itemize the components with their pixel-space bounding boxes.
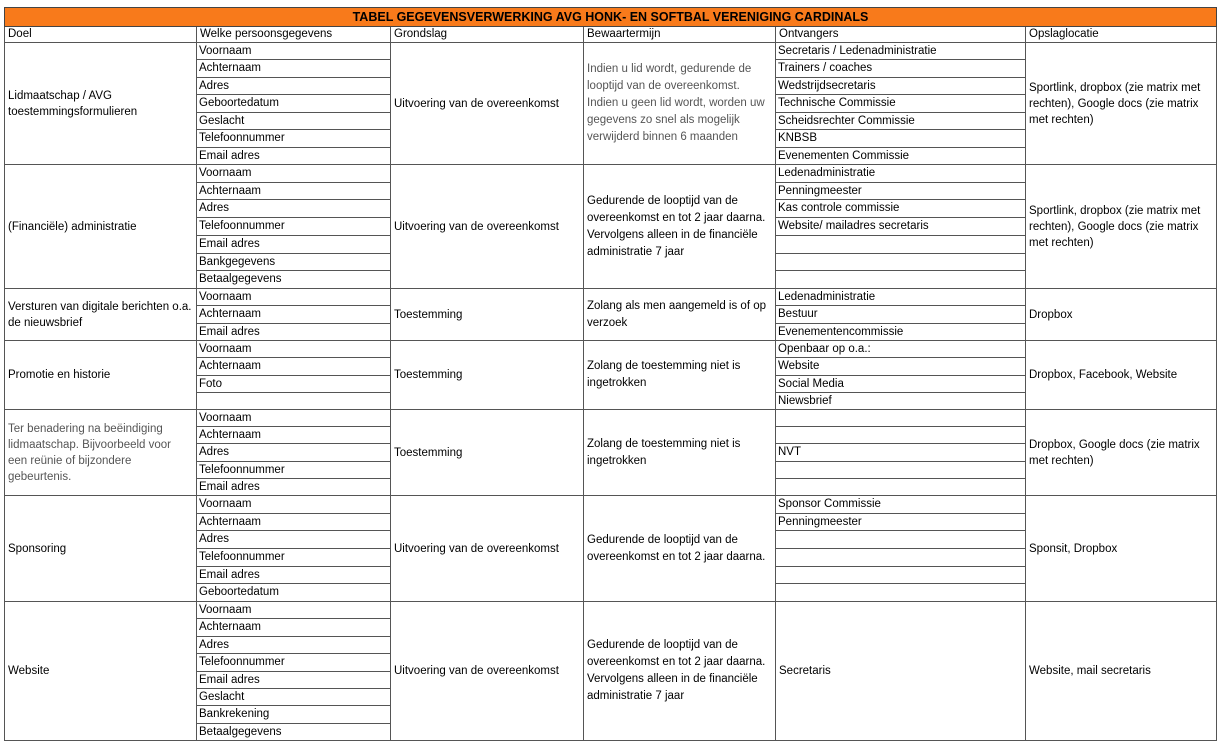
grondslag-cell: Toestemming (391, 289, 584, 341)
ontvanger-item (776, 410, 1026, 427)
gegeven-item: Voornaam (197, 496, 391, 514)
ontvanger-item (776, 531, 1026, 549)
opslag-cell: Dropbox, Facebook, Website (1026, 341, 1217, 410)
gegeven-item: Adres (197, 78, 391, 95)
grondslag-cell: Toestemming (391, 410, 584, 496)
opslag-cell: Dropbox, Google docs (zie matrix met rechten) (1026, 410, 1217, 496)
ontvanger-item: Niewsbrief (776, 393, 1026, 410)
ontvanger-item: KNBSB (776, 130, 1026, 147)
gegeven-item: Adres (197, 200, 391, 218)
gegeven-item: Telefoonnummer (197, 654, 391, 671)
ontvanger-item: Penningmeester (776, 514, 1026, 532)
opslag-cell: Dropbox (1026, 289, 1217, 341)
ontvanger-item: Openbaar op o.a.: (776, 341, 1026, 358)
gegeven-item: Geboortedatum (197, 584, 391, 602)
gegeven-item: Foto (197, 376, 391, 393)
gegeven-item: Geslacht (197, 689, 391, 706)
ontvanger-item: Website/ mailadres secretaris (776, 218, 1026, 236)
doel-cell: Website (4, 602, 197, 741)
ontvanger-item (776, 271, 1026, 289)
grondslag-cell: Uitvoering van de overeenkomst (391, 602, 584, 741)
header-gegevens: Welke persoonsgegevens (197, 27, 391, 43)
bewaartermijn-cell: Gedurende de looptijd van de overeenkomst en tot 2 jaar daarna. (584, 496, 776, 602)
gegeven-item: Voornaam (197, 341, 391, 358)
bewaartermijn-cell: Zolang de toestemming niet is ingetrokken (584, 341, 776, 410)
ontvanger-item (776, 462, 1026, 479)
ontvanger-item: Website (776, 358, 1026, 375)
gegeven-item: Geslacht (197, 113, 391, 130)
ontvanger-item: Kas controle commissie (776, 200, 1026, 218)
grondslag-cell: Toestemming (391, 341, 584, 410)
opslag-cell: Sportlink, dropbox (zie matrix met rechten), Google docs (zie matrix met rechten) (1026, 43, 1217, 165)
gegeven-item: Achternaam (197, 619, 391, 636)
doel-cell: Lidmaatschap / AVG toestemmingsformulieren (4, 43, 197, 165)
gegeven-item: Voornaam (197, 410, 391, 427)
ontvanger-item: Sponsor Commissie (776, 496, 1026, 514)
gegeven-item: Voornaam (197, 289, 391, 306)
gegeven-item: Telefoonnummer (197, 549, 391, 567)
opslag-cell: Sportlink, dropbox (zie matrix met rechten), Google docs (zie matrix met rechten) (1026, 165, 1217, 289)
grondslag-cell: Uitvoering van de overeenkomst (391, 165, 584, 289)
gegeven-item: Telefoonnummer (197, 462, 391, 479)
ontvanger-item (776, 549, 1026, 567)
grondslag-cell: Uitvoering van de overeenkomst (391, 496, 584, 602)
ontvanger-item: Ledenadministratie (776, 165, 1026, 183)
bewaartermijn-cell: Gedurende de looptijd van de overeenkomst en tot 2 jaar daarna. Vervolgens alleen in de financiële administratie 7 jaar (584, 165, 776, 289)
ontvanger-item: Social Media (776, 376, 1026, 393)
ontvanger-item (776, 427, 1026, 444)
ontvanger-item: Scheidsrechter Commissie (776, 113, 1026, 130)
ontvanger-item: NVT (776, 444, 1026, 461)
opslag-cell: Sponsit, Dropbox (1026, 496, 1217, 602)
ontvanger-item (776, 584, 1026, 602)
bewaartermijn-cell: Gedurende de looptijd van de overeenkomst en tot 2 jaar daarna. Vervolgens alleen in de financiële administratie 7 jaar (584, 602, 776, 741)
gegeven-item (197, 393, 391, 410)
gegeven-item: Voornaam (197, 602, 391, 619)
gegeven-item: Achternaam (197, 306, 391, 323)
gegeven-item: Achternaam (197, 358, 391, 375)
ontvanger-item: Trainers / coaches (776, 60, 1026, 77)
bewaartermijn-cell: Zolang de toestemming niet is ingetrokken (584, 410, 776, 496)
ontvanger-item (776, 567, 1026, 585)
ontvanger-item: Secretaris / Ledenadministratie (776, 43, 1026, 60)
gegeven-item: Telefoonnummer (197, 218, 391, 236)
gegeven-item: Bankgegevens (197, 254, 391, 272)
doel-cell: Ter benadering na beëindiging lidmaatschap. Bijvoorbeeld voor een reünie of bijzondere gebeurtenis. (4, 410, 197, 496)
gegeven-item: Email adres (197, 479, 391, 496)
ontvanger-item (776, 479, 1026, 496)
gegeven-item: Bankrekening (197, 706, 391, 723)
bewaartermijn-cell: Zolang als men aangemeld is of op verzoek (584, 289, 776, 341)
gegeven-item: Betaalgegevens (197, 271, 391, 289)
ontvanger-item: Penningmeester (776, 183, 1026, 201)
gegeven-item: Achternaam (197, 60, 391, 77)
table-title: TABEL GEGEVENSVERWERKING AVG HONK- EN SOFTBAL VERENIGING CARDINALS (4, 7, 1217, 27)
gegeven-item: Email adres (197, 567, 391, 585)
gegeven-item: Achternaam (197, 183, 391, 201)
gegeven-item: Achternaam (197, 427, 391, 444)
gegeven-item: Telefoonnummer (197, 130, 391, 147)
gegeven-item: Email adres (197, 148, 391, 165)
header-doel: Doel (4, 27, 197, 43)
ontvanger-item: Evenementencommissie (776, 324, 1026, 341)
gegeven-item: Achternaam (197, 514, 391, 532)
gegeven-item: Geboortedatum (197, 95, 391, 112)
header-opslaglocatie: Opslaglocatie (1026, 27, 1217, 43)
gegeven-item: Email adres (197, 324, 391, 341)
header-ontvangers: Ontvangers (776, 27, 1026, 43)
doel-cell: Sponsoring (4, 496, 197, 602)
gegeven-item: Email adres (197, 236, 391, 254)
ontvanger-item: Ledenadministratie (776, 289, 1026, 306)
gegeven-item: Email adres (197, 672, 391, 689)
ontvanger-item: Technische Commissie (776, 95, 1026, 112)
grondslag-cell: Uitvoering van de overeenkomst (391, 43, 584, 165)
ontvanger-item: Wedstrijdsecretaris (776, 78, 1026, 95)
gegeven-item: Adres (197, 637, 391, 654)
gegeven-item: Betaalgegevens (197, 724, 391, 741)
gegeven-item: Voornaam (197, 43, 391, 60)
ontvanger-item (776, 254, 1026, 272)
doel-cell: Versturen van digitale berichten o.a. de nieuwsbrief (4, 289, 197, 341)
gegeven-item: Voornaam (197, 165, 391, 183)
gegeven-item: Adres (197, 531, 391, 549)
header-bewaartermijn: Bewaartermijn (584, 27, 776, 43)
ontvanger-item (776, 236, 1026, 254)
doel-cell: (Financiële) administratie (4, 165, 197, 289)
ontvanger-item: Evenementen Commissie (776, 148, 1026, 165)
ontvanger-item: Secretaris (776, 602, 1026, 741)
gegeven-item: Adres (197, 444, 391, 461)
ontvanger-item: Bestuur (776, 306, 1026, 323)
bewaartermijn-cell: Indien u lid wordt, gedurende de looptijd van de overeenkomst. Indien u geen lid wordt, worden uw gegevens zo snel als mogelijk verwijderd binnen 6 maanden (584, 43, 776, 165)
doel-cell: Promotie en historie (4, 341, 197, 410)
opslag-cell: Website, mail secretaris (1026, 602, 1217, 741)
header-grondslag: Grondslag (391, 27, 584, 43)
